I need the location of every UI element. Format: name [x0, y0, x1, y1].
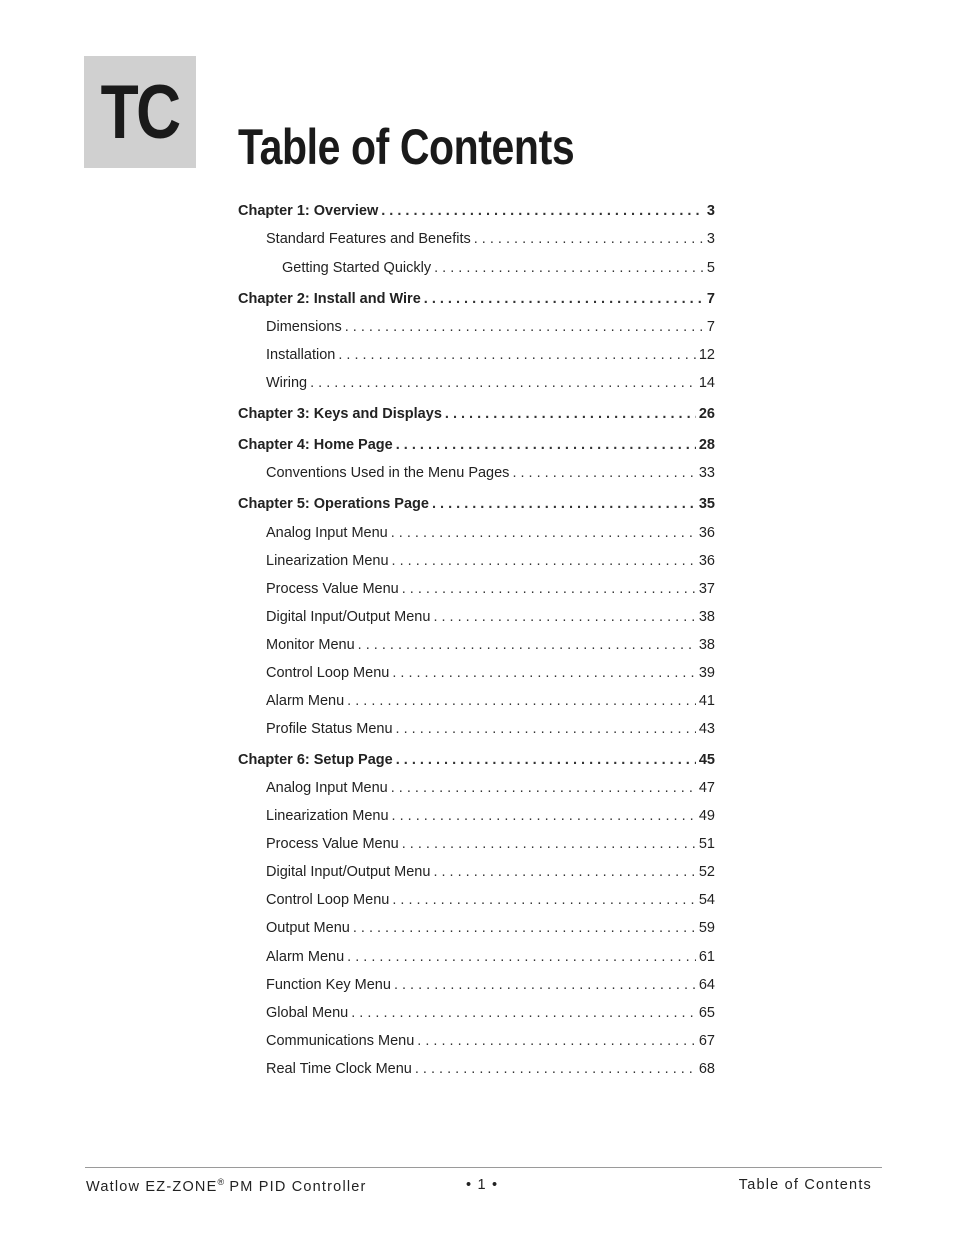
- toc-chapter-entry[interactable]: [238, 291, 715, 311]
- footer-divider: [85, 1167, 882, 1168]
- toc-entry-page: 7: [706, 291, 715, 307]
- toc-leader-dots: [353, 920, 696, 936]
- toc-entry-page: 26: [698, 406, 715, 422]
- toc-leader-dots: [417, 1033, 696, 1049]
- toc-leader-dots: [391, 525, 696, 541]
- toc-leader-dots: [433, 609, 695, 625]
- toc-entry-label: Control Loop Menu: [266, 665, 390, 681]
- toc-entry-page: 36: [698, 525, 715, 541]
- toc-leader-dots: [433, 864, 695, 880]
- toc-entry[interactable]: [266, 920, 715, 940]
- toc-entry[interactable]: [266, 693, 715, 713]
- toc-entry-label: Conventions Used in the Menu Pages: [266, 465, 510, 481]
- toc-entry[interactable]: [266, 1005, 715, 1025]
- toc-entry-page: 39: [698, 665, 715, 681]
- toc-entry-label: Alarm Menu: [266, 693, 345, 709]
- toc-entry[interactable]: [266, 347, 715, 367]
- toc-entry-label: Global Menu: [266, 1005, 349, 1021]
- toc-entry-label: Installation: [266, 347, 336, 363]
- toc-entry[interactable]: [266, 553, 715, 573]
- footer-product: [86, 1177, 367, 1195]
- toc-entry-label: Analog Input Menu: [266, 780, 388, 796]
- toc-entry[interactable]: [266, 665, 715, 685]
- toc-leader-dots: [392, 665, 696, 681]
- toc-entry-label: Control Loop Menu: [266, 892, 390, 908]
- toc-leader-dots: [392, 553, 696, 569]
- toc-entry-label: Analog Input Menu: [266, 525, 388, 541]
- toc-entry-page: 33: [698, 465, 715, 481]
- toc-entry-page: 14: [698, 375, 715, 391]
- toc-entry-label: Standard Features and Benefits: [266, 231, 471, 247]
- toc-entry[interactable]: [266, 780, 715, 800]
- toc-entry-label: Function Key Menu: [266, 977, 391, 993]
- toc-leader-dots: [432, 496, 696, 512]
- toc-entry[interactable]: [266, 319, 715, 339]
- toc-entry[interactable]: [266, 1061, 715, 1081]
- toc-entry-page: 35: [698, 496, 715, 512]
- toc-entry[interactable]: [266, 609, 715, 629]
- toc-entry-page: 65: [698, 1005, 715, 1021]
- toc-entry-label: Getting Started Quickly: [282, 260, 432, 276]
- registered-mark: ®: [217, 1177, 225, 1187]
- toc-entry-label: Chapter 2: Install and Wire: [238, 291, 421, 307]
- chapter-badge-text: TC: [100, 69, 180, 155]
- toc-leader-dots: [381, 203, 704, 219]
- toc-leader-dots: [338, 347, 696, 363]
- toc-leader-dots: [391, 780, 696, 796]
- toc-entry[interactable]: [266, 892, 715, 912]
- toc-leader-dots: [434, 260, 704, 276]
- toc-entry[interactable]: [266, 864, 715, 884]
- toc-entry-page: 49: [698, 808, 715, 824]
- toc-entry-page: 36: [698, 553, 715, 569]
- toc-entry-page: 64: [698, 977, 715, 993]
- chapter-badge: [84, 56, 196, 168]
- toc-entry[interactable]: [266, 977, 715, 997]
- toc-entry-page: 41: [698, 693, 715, 709]
- toc-entry-page: 12: [698, 347, 715, 363]
- toc-entry-label: Profile Status Menu: [266, 721, 393, 737]
- toc-leader-dots: [358, 637, 696, 653]
- toc-leader-dots: [392, 892, 696, 908]
- toc-leader-dots: [445, 406, 696, 422]
- toc-leader-dots: [474, 231, 704, 247]
- toc-entry[interactable]: [266, 231, 715, 251]
- toc-leader-dots: [392, 808, 696, 824]
- toc-chapter-entry[interactable]: [238, 406, 715, 426]
- toc-entry[interactable]: [266, 721, 715, 741]
- toc-leader-dots: [351, 1005, 696, 1021]
- footer-section: Table of Contents: [738, 1177, 872, 1193]
- toc-entry-page: 67: [698, 1033, 715, 1049]
- toc-leader-dots: [345, 319, 704, 335]
- toc-entry-page: 3: [706, 203, 715, 219]
- toc-entry-page: 61: [698, 949, 715, 965]
- toc-leader-dots: [347, 949, 696, 965]
- toc-entry-page: 7: [706, 319, 715, 335]
- page-title: Table of Contents: [238, 119, 575, 175]
- toc-entry-label: Linearization Menu: [266, 553, 389, 569]
- toc-entry-page: 47: [698, 780, 715, 796]
- toc-entry[interactable]: [266, 375, 715, 395]
- toc-entry-label: Digital Input/Output Menu: [266, 864, 431, 880]
- toc-entry[interactable]: [266, 1033, 715, 1053]
- toc-leader-dots: [396, 721, 696, 737]
- footer-page-number: • 1 •: [466, 1177, 499, 1193]
- toc-entry[interactable]: [282, 260, 715, 280]
- toc-leader-dots: [394, 977, 696, 993]
- toc-leader-dots: [402, 836, 696, 852]
- toc-leader-dots: [396, 437, 696, 453]
- toc-entry-page: 51: [698, 836, 715, 852]
- toc-entry-page: 45: [698, 752, 715, 768]
- toc-leader-dots: [512, 465, 695, 481]
- toc-chapter-entry[interactable]: [238, 203, 715, 223]
- toc-entry-label: Process Value Menu: [266, 581, 399, 597]
- toc-entry-page: 37: [698, 581, 715, 597]
- toc-entry-label: Chapter 6: Setup Page: [238, 752, 393, 768]
- toc-entry-page: 43: [698, 721, 715, 737]
- toc-chapter-entry[interactable]: [238, 496, 715, 516]
- toc-entry-page: 52: [698, 864, 715, 880]
- toc-entry-label: Chapter 5: Operations Page: [238, 496, 429, 512]
- toc-entry-page: 28: [698, 437, 715, 453]
- toc-leader-dots: [415, 1061, 696, 1077]
- toc-leader-dots: [347, 693, 696, 709]
- toc-entry[interactable]: [266, 581, 715, 601]
- toc-entry-page: 3: [706, 231, 715, 247]
- toc-chapter-entry[interactable]: [238, 437, 715, 457]
- toc-entry-page: 38: [698, 637, 715, 653]
- toc-entry-label: Output Menu: [266, 920, 350, 936]
- toc-entry-label: Chapter 3: Keys and Displays: [238, 406, 442, 422]
- footer-brand: Watlow EZ-ZONE: [86, 1178, 218, 1195]
- footer-product-name: PM PID Controller: [224, 1178, 367, 1195]
- toc-entry-label: Digital Input/Output Menu: [266, 609, 431, 625]
- toc-leader-dots: [402, 581, 696, 597]
- toc-chapter-entry[interactable]: [238, 752, 715, 772]
- toc-entry[interactable]: [266, 836, 715, 856]
- toc-entry-label: Wiring: [266, 375, 308, 391]
- toc-leader-dots: [310, 375, 696, 391]
- toc-entry[interactable]: [266, 525, 715, 545]
- toc-entry-label: Chapter 1: Overview: [238, 203, 379, 219]
- toc-entry-label: Chapter 4: Home Page: [238, 437, 393, 453]
- toc-entry-page: 59: [698, 920, 715, 936]
- toc-entry-page: 5: [706, 260, 715, 276]
- toc-entry-label: Linearization Menu: [266, 808, 389, 824]
- toc-entry-label: Dimensions: [266, 319, 342, 335]
- toc-leader-dots: [396, 752, 696, 768]
- toc-entry[interactable]: [266, 808, 715, 828]
- toc-entry-label: Alarm Menu: [266, 949, 345, 965]
- toc-entry-page: 68: [698, 1061, 715, 1077]
- toc-entry[interactable]: [266, 949, 715, 969]
- toc-entry-label: Communications Menu: [266, 1033, 415, 1049]
- toc-entry-label: Process Value Menu: [266, 836, 399, 852]
- toc-entry-label: Real Time Clock Menu: [266, 1061, 412, 1077]
- toc-leader-dots: [424, 291, 704, 307]
- toc-entry[interactable]: [266, 465, 715, 485]
- toc-entry-label: Monitor Menu: [266, 637, 355, 653]
- toc-entry[interactable]: [266, 637, 715, 657]
- toc-entry-page: 54: [698, 892, 715, 908]
- toc-entry-page: 38: [698, 609, 715, 625]
